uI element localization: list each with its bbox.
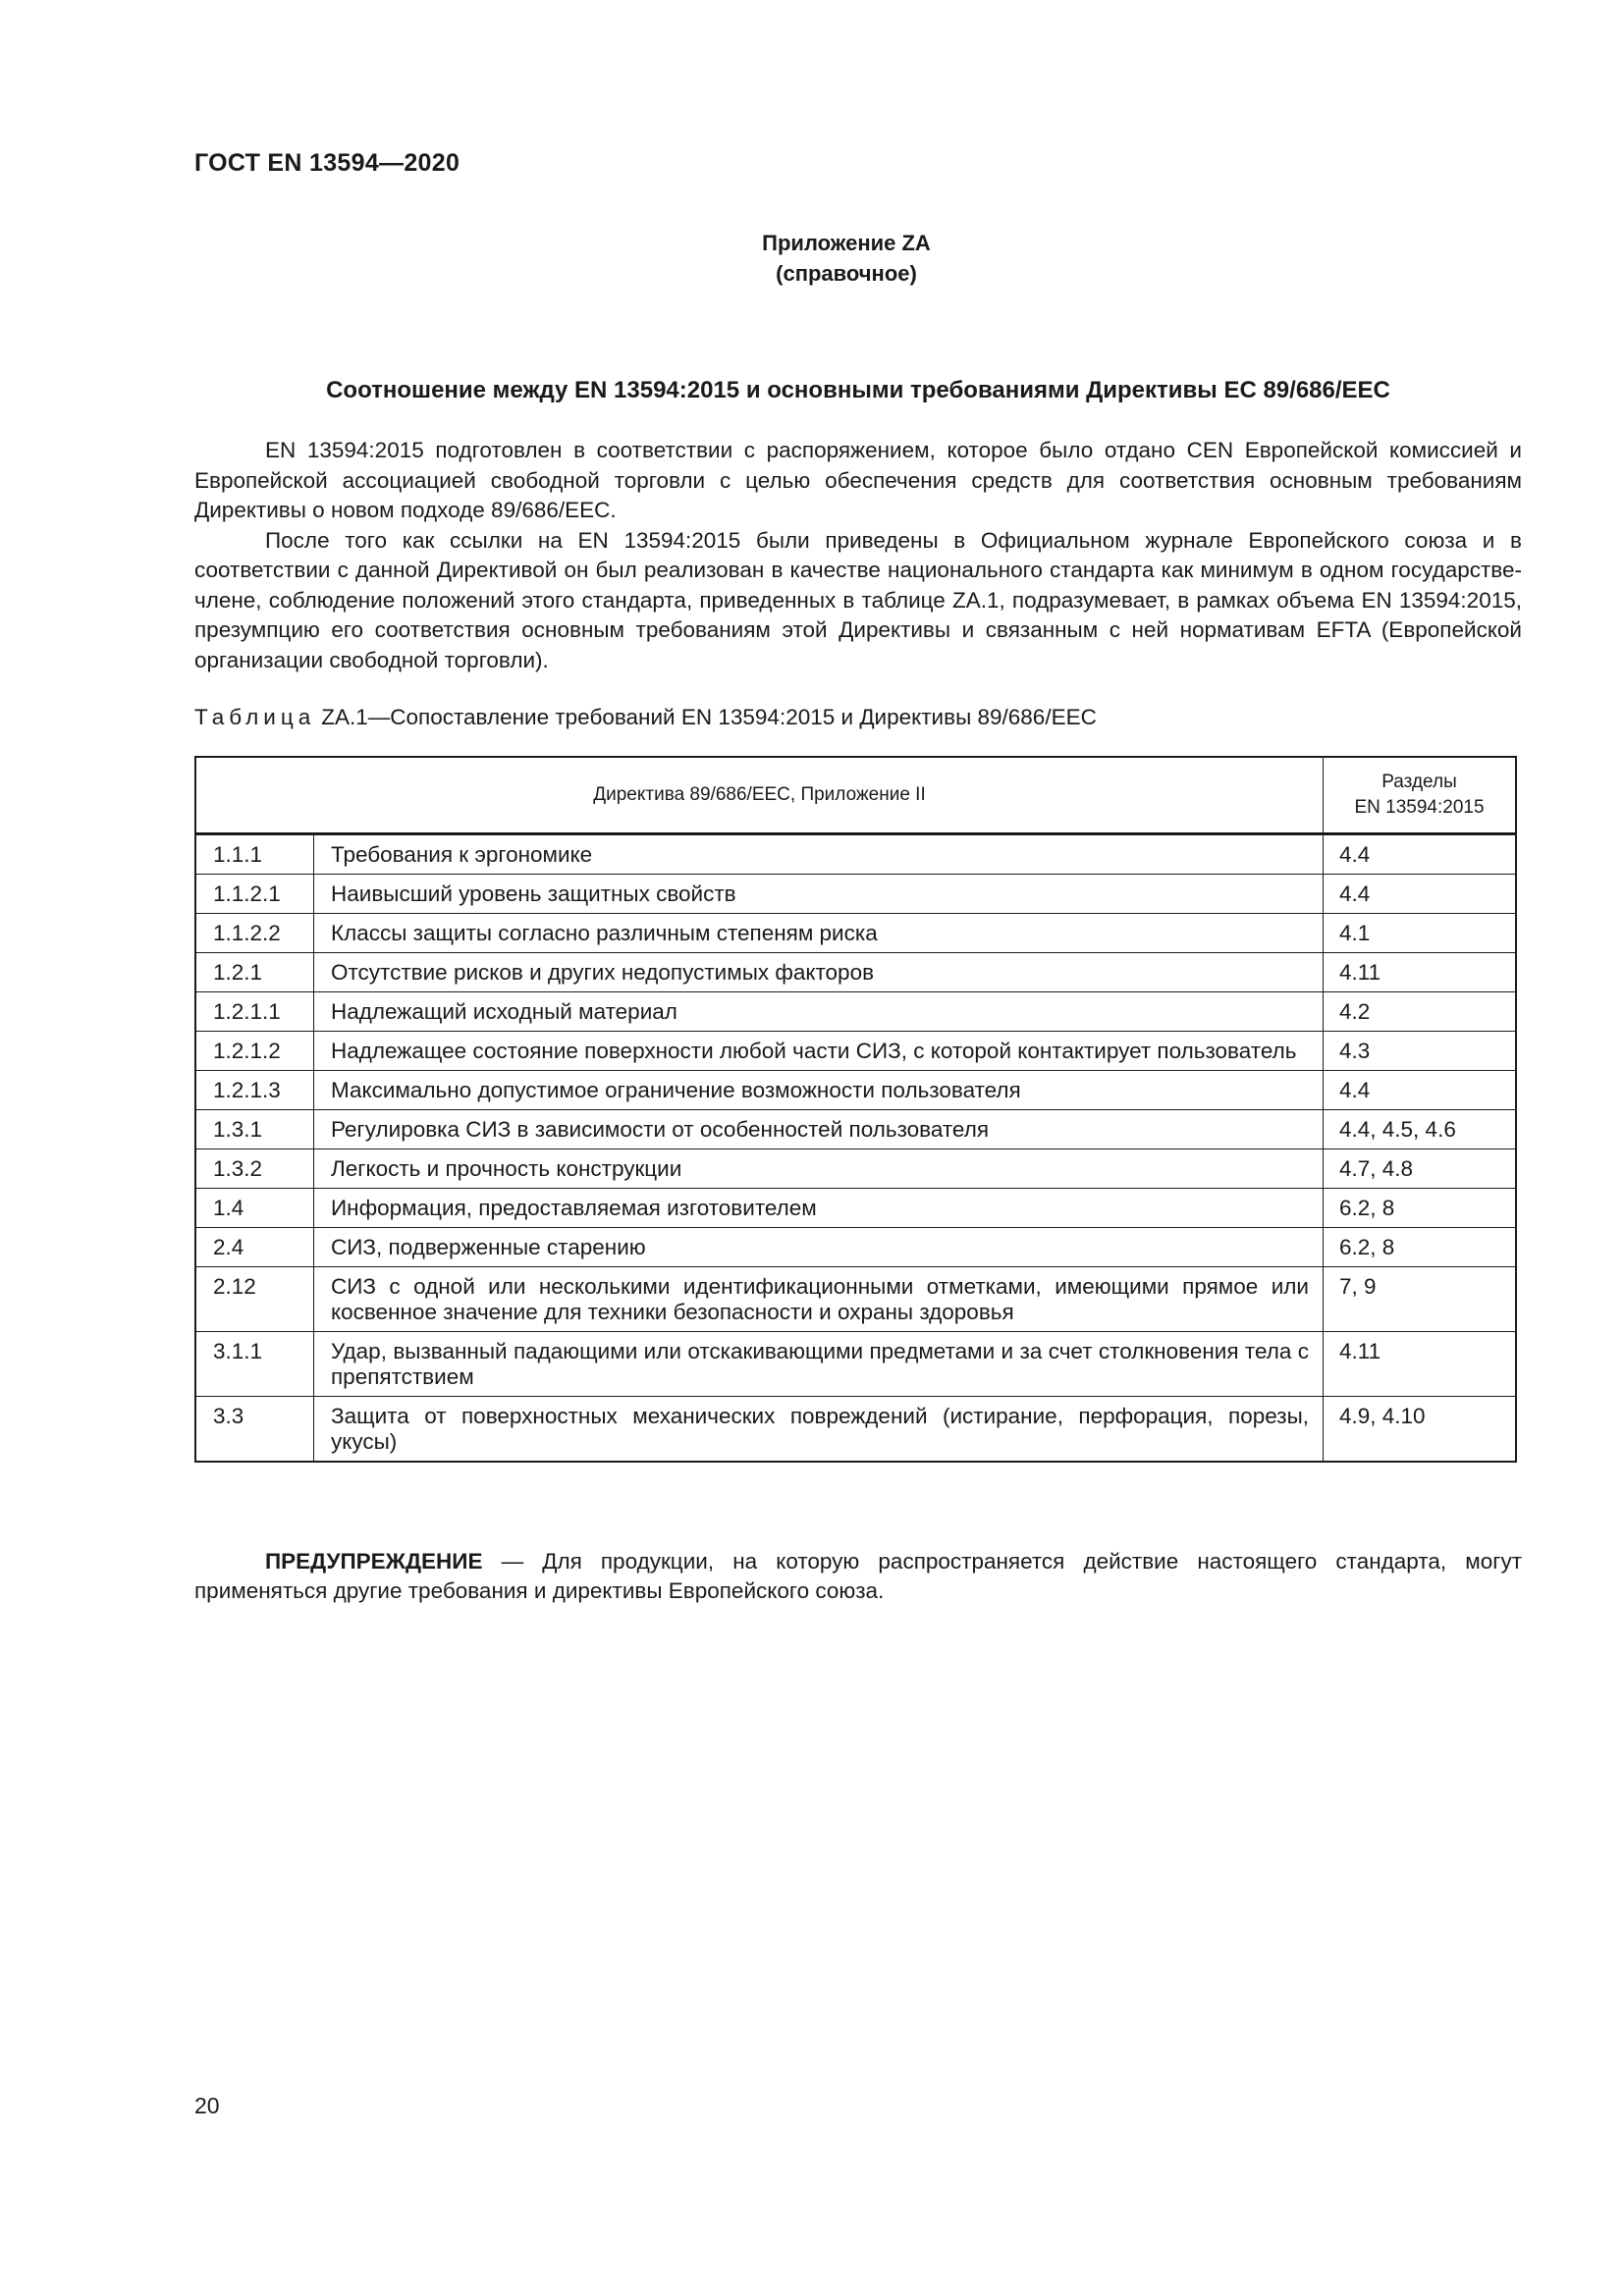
table-row xyxy=(195,914,1516,953)
requirement-cell: Защита от поверхностных механических повреждений (истирание, перфорация, порезы, укусы) xyxy=(314,1397,1324,1463)
sections-cell: 4.4 xyxy=(1324,1071,1517,1110)
clause-number-cell: 1.1.2.1 xyxy=(195,875,314,914)
requirement-cell: Требования к эргономике xyxy=(314,834,1324,875)
table-caption xyxy=(194,705,1097,730)
requirement-cell: Отсутствие рисков и других недопустимых факторов xyxy=(314,953,1324,992)
requirement-cell: Удар, вызванный падающими или отскакивающими предметами и за счет столкновения тела с препятствием xyxy=(314,1332,1324,1397)
warning-label: ПРЕДУПРЕЖДЕНИЕ xyxy=(265,1549,483,1574)
sections-cell: 7, 9 xyxy=(1324,1267,1517,1332)
document-code: ГОСТ EN 13594—2020 xyxy=(194,149,460,177)
requirement-cell: Информация, предоставляемая изготовителем xyxy=(314,1189,1324,1228)
page-number: 20 xyxy=(194,2093,220,2118)
table-row xyxy=(195,992,1516,1032)
clause-number-cell: 3.3 xyxy=(195,1397,314,1463)
clause-number-cell: 1.1.2.2 xyxy=(195,914,314,953)
table-row xyxy=(195,1032,1516,1071)
body-text xyxy=(194,436,1522,675)
warning-note xyxy=(194,1547,1522,1606)
clause-number-cell: 1.2.1.1 xyxy=(195,992,314,1032)
requirement-cell: Надлежащее состояние поверхности любой части СИЗ, с которой контактирует пользователь xyxy=(314,1032,1324,1071)
sections-cell: 4.11 xyxy=(1324,953,1517,992)
table-header-row xyxy=(195,757,1516,834)
sections-cell: 6.2, 8 xyxy=(1324,1228,1517,1267)
header-sections-line1: Разделы xyxy=(1381,772,1457,792)
section-title: Соотношение между EN 13594:2015 и основными требованиями Директивы ЕС 89/686/ЕЕС xyxy=(326,377,1390,403)
table-row xyxy=(195,1071,1516,1110)
clause-number-cell: 2.12 xyxy=(195,1267,314,1332)
table-row xyxy=(195,1110,1516,1149)
requirement-cell: Максимально допустимое ограничение возможности пользователя xyxy=(314,1071,1324,1110)
requirement-cell: Регулировка СИЗ в зависимости от особенностей пользователя xyxy=(314,1110,1324,1149)
annex-subtitle: (справочное) xyxy=(776,261,917,286)
clause-number-cell: 1.4 xyxy=(195,1189,314,1228)
clause-number-cell: 1.3.1 xyxy=(195,1110,314,1149)
clause-number-cell: 1.2.1.2 xyxy=(195,1032,314,1071)
requirement-cell: СИЗ с одной или несколькими идентификационными отметками, имеющими прямое или косвенное значение для техники безопасности и охраны здоровья xyxy=(314,1267,1324,1332)
requirement-cell: Легкость и прочность конструкции xyxy=(314,1149,1324,1189)
table-row xyxy=(195,1332,1516,1397)
sections-cell: 4.11 xyxy=(1324,1332,1517,1397)
sections-cell: 4.4 xyxy=(1324,834,1517,875)
table-row xyxy=(195,1149,1516,1189)
table-body xyxy=(195,834,1516,1463)
header-sections xyxy=(1324,757,1517,834)
table-caption-label: Таблица xyxy=(194,705,316,729)
sections-cell: 4.3 xyxy=(1324,1032,1517,1071)
clause-number-cell: 2.4 xyxy=(195,1228,314,1267)
table-row xyxy=(195,1397,1516,1463)
sections-cell: 4.7, 4.8 xyxy=(1324,1149,1517,1189)
table-row xyxy=(195,875,1516,914)
sections-cell: 4.1 xyxy=(1324,914,1517,953)
header-sections-line2: EN 13594:2015 xyxy=(1354,797,1485,818)
clause-number-cell: 1.2.1 xyxy=(195,953,314,992)
requirement-cell: Классы защиты согласно различным степеням риска xyxy=(314,914,1324,953)
sections-cell: 4.4, 4.5, 4.6 xyxy=(1324,1110,1517,1149)
table-row xyxy=(195,1189,1516,1228)
requirement-cell: Наивысший уровень защитных свойств xyxy=(314,875,1324,914)
requirement-cell: СИЗ, подверженные старению xyxy=(314,1228,1324,1267)
requirements-table xyxy=(194,756,1517,1463)
clause-number-cell: 1.1.1 xyxy=(195,834,314,875)
paragraph: После того как ссылки на EN 13594:2015 были приведены в Официальном журнале Европейского союза и в соответствии с данной Директивой он был реализован в качестве национального стандарта как минимум в одном государстве-члене, соблюдение положений этого стандарта, приведенных в таблице ZA.1, подразумевает, в рамках объема EN 13594:2015, презумпцию его соответствия основным требованиям этой Директивы и связанным с ней нормативам EFTA (Европейской организации свободной торговли). xyxy=(194,527,1522,672)
table-row xyxy=(195,1267,1516,1332)
sections-cell: 4.9, 4.10 xyxy=(1324,1397,1517,1463)
warning-text: — Для продукции, на которую распространяется действие настоящего стандарта, могут применяться другие требования и директивы Европейского союза. xyxy=(194,1549,1522,1603)
table-row xyxy=(195,1228,1516,1267)
annex-title: Приложение ZA xyxy=(762,231,931,255)
clause-number-cell: 1.2.1.3 xyxy=(195,1071,314,1110)
sections-cell: 4.2 xyxy=(1324,992,1517,1032)
sections-cell: 6.2, 8 xyxy=(1324,1189,1517,1228)
sections-cell: 4.4 xyxy=(1324,875,1517,914)
clause-number-cell: 3.1.1 xyxy=(195,1332,314,1397)
requirement-cell: Надлежащий исходный материал xyxy=(314,992,1324,1032)
paragraph: EN 13594:2015 подготовлен в соответствии с распоряжением, которое было отдано CEN Европейской комиссией и Европейской ассоциацией свободной торговли с целью обеспечения средств для соответствия основным требованиям Директивы о новом подходе 89/686/ЕЕС. xyxy=(194,438,1522,522)
table-row xyxy=(195,953,1516,992)
annex-heading xyxy=(0,228,1624,289)
header-directive: Директива 89/686/ЕЕС, Приложение II xyxy=(195,757,1324,834)
table-caption-text: ZA.1—Сопоставление требований EN 13594:2015 и Директивы 89/686/ЕЕС xyxy=(321,705,1097,729)
table-row xyxy=(195,834,1516,875)
clause-number-cell: 1.3.2 xyxy=(195,1149,314,1189)
